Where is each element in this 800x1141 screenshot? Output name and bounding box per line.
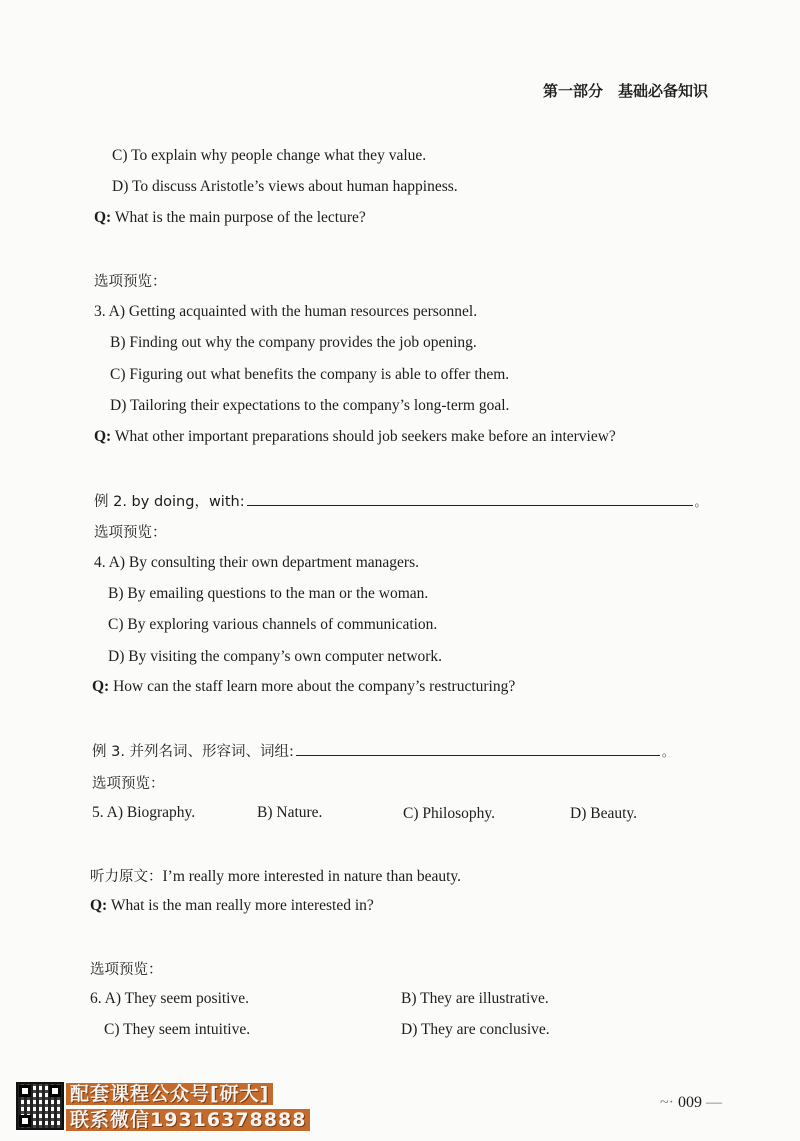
option-d-q2: D) To discuss Aristotle’s views about human happiness. [112, 178, 458, 195]
period-mark: 。 [661, 745, 674, 759]
option-c-q5: C) Philosophy. [403, 805, 496, 822]
option-d-q5: D) Beauty. [570, 805, 638, 822]
watermark-banner-line2: 联系微信19316378888 [66, 1109, 310, 1131]
option-d-q4: D) By visiting the company’s own computer network. [108, 648, 443, 665]
option-a-q5: 5. A) Biography. [92, 804, 196, 821]
option-c-q3: C) Figuring out what benefits the company is able to offer them. [110, 366, 510, 383]
question-4 [92, 678, 515, 696]
section-header: 第一部分 基础必备知识 [542, 82, 708, 100]
fill-in-blank[interactable] [247, 491, 693, 506]
example-label: 例 3. 并列名词、形容词、词组: [92, 744, 294, 760]
watermark-banner-line1: 配套课程公众号[研大] [66, 1083, 273, 1105]
option-a-q6: 6. A) They seem positive. [90, 990, 249, 1007]
question-text: How can the staff learn more about the company’s restructuring? [113, 678, 516, 695]
option-c-q4: C) By exploring various channels of communication. [108, 616, 438, 633]
qr-code-image [16, 1082, 64, 1130]
example-3-prompt [92, 740, 674, 761]
page-number-left-dash: ~· [660, 1094, 674, 1111]
page-number-text: 009 [678, 1094, 702, 1111]
options-preview-label: 选项预览： [90, 962, 163, 978]
option-c-q6: C) They seem intuitive. [104, 1021, 251, 1038]
option-b-q3: B) Finding out why the company provides the job opening. [110, 334, 477, 351]
transcript-line [90, 865, 461, 886]
option-d-q6: D) They are conclusive. [401, 1021, 550, 1038]
question-label: Q: [92, 678, 110, 695]
options-preview-label: 选项预览： [94, 525, 167, 541]
example-2-prompt [94, 490, 707, 511]
question-2 [94, 209, 366, 227]
options-preview-label: 选项预览： [92, 776, 165, 792]
options-preview-label: 选项预览： [94, 274, 167, 290]
option-a-q4: 4. A) By consulting their own department managers. [94, 554, 420, 571]
page-number [660, 1094, 722, 1112]
question-5 [90, 897, 374, 915]
option-b-q4: B) By emailing questions to the man or the woman. [108, 585, 429, 602]
option-c-q2: C) To explain why people change what they value. [112, 147, 427, 164]
question-label: Q: [94, 428, 112, 445]
question-label: Q: [94, 209, 112, 226]
option-b-q6: B) They are illustrative. [401, 990, 549, 1007]
option-d-q3: D) Tailoring their expectations to the company’s long-term goal. [110, 397, 510, 414]
option-a-q3: 3. A) Getting acquainted with the human resources personnel. [94, 303, 478, 320]
transcript-label: 听力原文： [90, 869, 163, 885]
page-number-right-dash: — [706, 1094, 722, 1111]
question-text: What other important preparations should job seekers make before an interview? [114, 428, 616, 445]
question-text: What is the man really more interested in? [110, 897, 374, 914]
question-label: Q: [90, 897, 108, 914]
question-3 [94, 428, 616, 446]
period-mark: 。 [694, 495, 707, 509]
option-b-q5: B) Nature. [257, 804, 323, 821]
example-label: 例 2. by doing，with: [94, 494, 245, 510]
transcript-text: I’m really more interested in nature than beauty. [162, 868, 462, 885]
fill-in-blank[interactable] [296, 741, 660, 756]
question-text: What is the main purpose of the lecture? [114, 209, 366, 226]
